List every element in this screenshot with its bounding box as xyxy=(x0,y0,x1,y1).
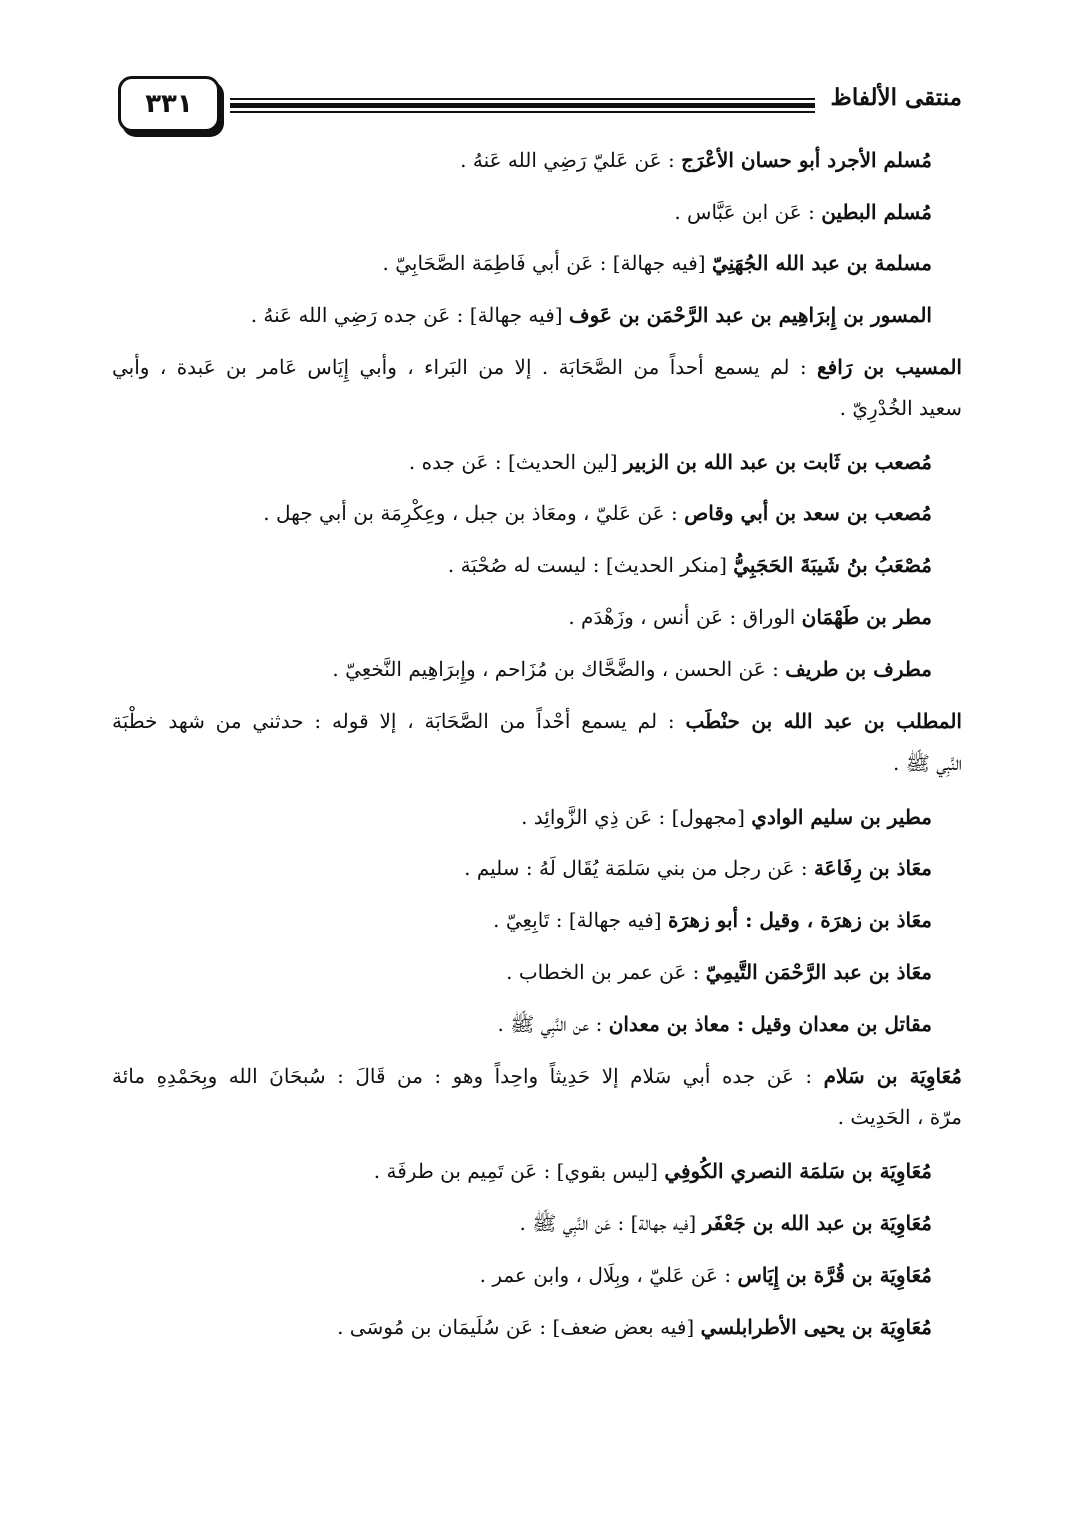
narrator-name: مُعَاوِيَة بن سَلام xyxy=(823,1064,962,1088)
entry-text: [فيه بعض ضعف] : عَن سُلَيمَان بن مُوسَى . xyxy=(337,1315,701,1339)
entry-text: : عَن عَليّ ، وبِلَال ، وابن عمر . xyxy=(479,1263,738,1287)
list-item xyxy=(112,300,932,330)
narrator-name: مُعَاوِيَة بن قُرَّة بن إِيَاس xyxy=(737,1263,932,1287)
narrator-name: مُصعب بن سعد بن أبي وقاص xyxy=(684,501,932,525)
list-item xyxy=(112,498,932,528)
list-item-continuation: النَّبِي ﷺ . xyxy=(892,751,962,775)
header-rule-line xyxy=(230,98,815,100)
entry-text: [فيه جهالة] : عَن أبي فَاطِمَة الصَّحَابِيّ . xyxy=(382,251,712,275)
narrator-name: مسلمة بن عبد الله الجُهَنِيّ xyxy=(711,251,932,275)
list-item xyxy=(112,706,962,736)
header-rule xyxy=(230,90,815,116)
narrator-name: المطلب بن عبد الله بن حنْطَب xyxy=(685,709,962,733)
narrator-name: معَاذ بن رِفَاعَة xyxy=(813,856,932,880)
page-header xyxy=(112,70,962,132)
entry-text: الوراق : عَن أنس ، وزَهْدَم . xyxy=(568,605,802,629)
list-item xyxy=(112,1208,932,1238)
narrator-name: مُعَاوِيَة بن سَلمَة النصري الكُوفِي xyxy=(664,1159,932,1183)
list-item xyxy=(112,853,932,883)
entry-text: : لم يسمع أحْداً من الصَّحَابَة ، إلا قوله : حدثني من شهد خطْبَة xyxy=(112,709,686,733)
narrator-name: مُسلم البطين xyxy=(821,200,932,224)
narrator-name: مقاتل بن معدان وقيل : معاذ بن معدان xyxy=(608,1012,932,1036)
entry-text: : لم يسمع أحداً من الصَّحَابَة . إلا من البَراء ، وأبي إِيَاس عَامر بن عَبدة ، وأبي xyxy=(112,355,818,379)
narrator-name: معَاذ بن زهرَة ، وقيل : أبو زهرَة xyxy=(667,908,932,932)
narrator-name: مُعَاوِيَة بن يحيى الأطرابلسي xyxy=(700,1315,932,1339)
narrator-name: مطير بن سليم الوادي xyxy=(751,805,932,829)
entry-text: : عَن عمر بن الخطاب . xyxy=(506,960,706,984)
list-item xyxy=(112,248,932,278)
list-item xyxy=(112,352,962,382)
list-item xyxy=(112,197,932,227)
list-item xyxy=(112,654,932,684)
list-item-continuation: مرّة ، الحَدِيث . xyxy=(837,1105,962,1129)
entry-text: : عَن رجل من بني سَلمَة يُقَال لَهُ : سليم . xyxy=(464,856,814,880)
list-item xyxy=(112,802,932,832)
narrator-name: مطرف بن طريف xyxy=(785,657,932,681)
entry-text: [فيه جهالة] : تَابِعِيّ . xyxy=(493,908,668,932)
entry-text: [لين الحديث] : عَن جده . xyxy=(408,450,624,474)
list-item xyxy=(112,1009,932,1039)
narrator-name: المسيب بن رَافع xyxy=(817,355,962,379)
book-title: منتقى الألفاظ xyxy=(830,84,962,111)
list-item xyxy=(112,602,932,632)
list-item xyxy=(112,1156,932,1186)
narrator-name: المسور بن إِبرَاهِيم بن عبد الرَّحْمَن بن عَوف xyxy=(568,303,932,327)
entry-text: : عَن الحسن ، والضَّحَّاك بن مُزَاحم ، وإِبرَاهِيم النَّخعِيّ . xyxy=(332,657,786,681)
list-item-continuation: سعيد الخُدْرِيّ . xyxy=(839,396,962,420)
narrator-name: معَاذ بن عبد الرَّحْمَن التَّيمِيّ xyxy=(705,960,932,984)
page-number-frame xyxy=(118,76,220,132)
entry-text: [فيه جهالة] : عَن النَّبِي ﷺ . xyxy=(519,1211,703,1235)
list-item xyxy=(112,905,932,935)
list-item xyxy=(112,550,932,580)
header-rule-line xyxy=(230,111,815,113)
entry-text: [مجهول] : عَن ذِي الزَّوائِد . xyxy=(521,805,752,829)
list-item xyxy=(112,1061,962,1091)
list-item xyxy=(112,145,932,175)
entry-text: : عَن جده أبي سَلام إلا حَدِيثاً واحِداً وهو : من قَالَ : سُبحَانَ الله وبِحَمْدِهِ مائة xyxy=(112,1064,824,1088)
entry-text: [منكر الحديث] : ليست له صُحْبَة . xyxy=(447,553,734,577)
narrator-name: مطر بن طَهْمَان xyxy=(801,605,932,629)
list-item xyxy=(112,1260,932,1290)
page-number: ٣٣١ xyxy=(145,89,193,119)
list-item xyxy=(112,1312,932,1342)
list-item xyxy=(112,447,932,477)
narrator-name: مُصعب بن ثَابت بن عبد الله بن الزبير xyxy=(623,450,932,474)
entry-text: : عن النَّبِي ﷺ . xyxy=(497,1012,609,1036)
entry-text: : عَن عَليّ ، ومعَاذ بن جبل ، وعِكْرِمَة بن أبي جهل . xyxy=(263,501,685,525)
list-item xyxy=(112,957,932,987)
header-rule-line xyxy=(230,103,815,108)
entry-text: : عَن عَليّ رَضِي الله عَنهُ . xyxy=(460,148,682,172)
narrator-name: مُصْعَبُ بنُ شَيبَةَ الحَجَبِيُّ xyxy=(733,553,932,577)
entry-text: [فيه جهالة] : عَن جده رَضِي الله عَنهُ . xyxy=(250,303,569,327)
entry-text: [ليس بقوي] : عَن تَمِيم بن طرفَة . xyxy=(373,1159,665,1183)
narrator-name: مُسلم الأجرد أبو حسان الأعْرَج xyxy=(681,148,932,172)
entry-text: : عَن ابن عَبَّاس . xyxy=(674,200,822,224)
narrator-name: مُعَاوِيَة بن عبد الله بن جَعْفَر xyxy=(702,1211,932,1235)
